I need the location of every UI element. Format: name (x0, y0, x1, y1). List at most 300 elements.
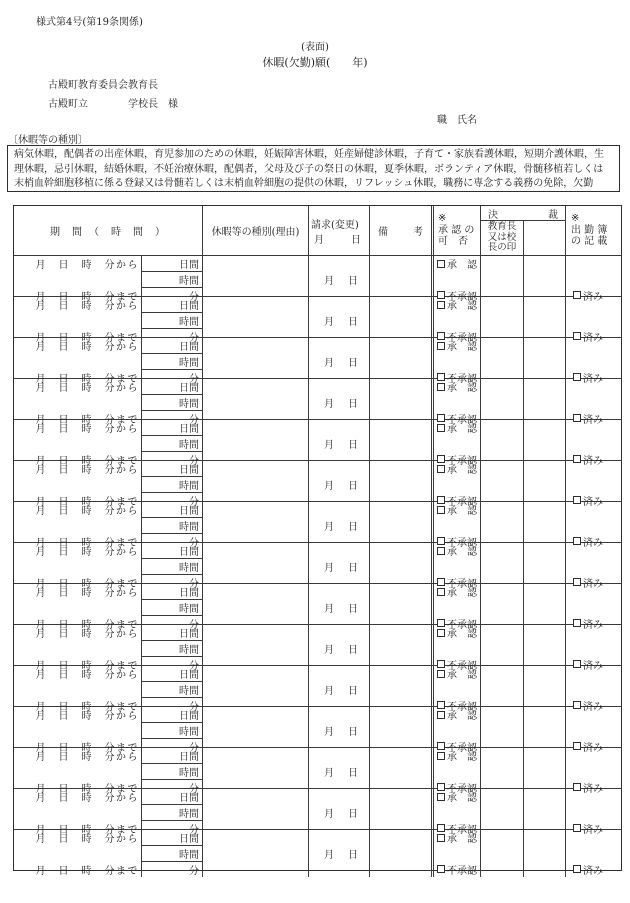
request-day-label: 日 (348, 727, 358, 738)
request-date-cell (308, 338, 369, 385)
minutes-cell: 分 (141, 411, 202, 426)
leave-request-row (14, 829, 621, 877)
period-cell (14, 502, 141, 549)
request-day-label: 日 (348, 604, 358, 615)
approve-label: 承 認 (447, 465, 477, 477)
decision-seal-cell (480, 297, 523, 344)
hours-cell: 時間 (141, 436, 202, 452)
decision-seal-cell (480, 543, 523, 590)
header-remarks-char2: 考 (413, 227, 423, 238)
kind-reason-cell (202, 338, 308, 385)
approval-cell (431, 379, 480, 426)
disapprove-label: 不承認 (447, 865, 477, 877)
approval-cell (431, 297, 480, 344)
attendance-record-cell (565, 461, 620, 508)
approve-checkbox[interactable] (437, 260, 445, 268)
decision-blank-cell (523, 625, 565, 672)
attendance-record-cell (565, 297, 620, 344)
header-request-month: 月 (314, 234, 324, 246)
done-label: 済み (583, 455, 603, 467)
approve-checkbox[interactable] (437, 547, 445, 555)
approve-checkbox[interactable] (437, 793, 445, 801)
decision-blank-cell (523, 420, 565, 467)
done-label: 済み (583, 619, 603, 631)
period-to-label: 月 日 時 分まで (35, 865, 139, 877)
request-month-label: 月 (324, 317, 334, 328)
decision-blank-cell (523, 543, 565, 590)
period-from-label: 月 日 時 分から (35, 424, 139, 436)
period-to-label: 月 日 時 分まで (35, 537, 139, 549)
decision-seal-cell (480, 748, 523, 795)
header-decision-blank (523, 221, 565, 255)
approve-checkbox[interactable] (437, 588, 445, 596)
hours-cell: 時間 (141, 354, 202, 370)
period-from-label: 月 日 時 分から (35, 301, 139, 313)
hours-cell: 時間 (141, 477, 202, 493)
minutes-cell: 分 (141, 821, 202, 836)
period-cell (14, 666, 141, 713)
request-date-cell (308, 543, 369, 590)
leave-request-table (13, 205, 622, 877)
minutes-cell: 分 (141, 862, 202, 877)
approve-label: 承 認 (447, 424, 477, 436)
header-kind-reason: 休暇等の種別(理由) (202, 206, 308, 255)
request-date-cell (308, 256, 369, 303)
header-approval (431, 206, 480, 255)
header-approval-mark: ※ (438, 213, 447, 225)
days-cell: 日間 (141, 666, 202, 682)
disapprove-label: 不承認 (447, 537, 477, 549)
done-label: 済み (583, 783, 603, 795)
approval-cell (431, 543, 480, 590)
days-cell: 日間 (141, 584, 202, 600)
minutes-cell: 分 (141, 329, 202, 344)
kind-reason-cell (202, 789, 308, 836)
decision-seal-cell (480, 420, 523, 467)
signer-label: 職 氏名 (437, 115, 477, 126)
request-month-label: 月 (324, 768, 334, 779)
remarks-cell (369, 338, 431, 385)
days-cell: 日間 (141, 420, 202, 436)
table-body (14, 255, 621, 877)
request-day-label: 日 (348, 276, 358, 287)
approval-cell (431, 625, 480, 672)
days-cell: 日間 (141, 502, 202, 518)
table-header (14, 206, 621, 255)
approve-label: 承 認 (447, 629, 477, 641)
header-approval-line3: 可 否 (438, 236, 468, 248)
period-to-label: 月 日 時 分まで (35, 414, 139, 426)
approve-checkbox[interactable] (437, 752, 445, 760)
remarks-cell (369, 420, 431, 467)
header-attendance-line2: 出 勤 簿 (571, 224, 608, 236)
days-cell: 日間 (141, 707, 202, 723)
disapprove-label: 不承認 (447, 660, 477, 672)
decision-blank-cell (523, 707, 565, 754)
minutes-cell: 分 (141, 288, 202, 303)
request-month-label: 月 (324, 850, 334, 861)
approve-checkbox[interactable] (437, 301, 445, 309)
header-decision (480, 206, 565, 221)
attendance-record-cell (565, 379, 620, 426)
remarks-cell (369, 666, 431, 713)
request-month-label: 月 (324, 645, 334, 656)
hours-cell: 時間 (141, 600, 202, 616)
kind-reason-cell (202, 502, 308, 549)
attendance-record-cell (565, 502, 620, 549)
request-month-label: 月 (324, 809, 334, 820)
hours-cell: 時間 (141, 313, 202, 329)
approval-cell (431, 420, 480, 467)
kind-reason-cell (202, 256, 308, 303)
decision-blank-cell (523, 461, 565, 508)
period-cell (14, 707, 141, 754)
period-cell (14, 789, 141, 836)
approve-checkbox[interactable] (437, 342, 445, 350)
request-day-label: 日 (348, 809, 358, 820)
approve-checkbox[interactable] (437, 465, 445, 473)
request-date-cell (308, 297, 369, 344)
hours-cell: 時間 (141, 682, 202, 698)
approve-label: 承 認 (447, 752, 477, 764)
done-checkbox[interactable] (573, 865, 581, 873)
period-from-label: 月 日 時 分から (35, 547, 139, 559)
done-label: 済み (583, 660, 603, 672)
header-request-line1: 請求(変更) (311, 219, 359, 231)
request-day-label: 日 (348, 358, 358, 369)
decision-seal-cell (480, 666, 523, 713)
attendance-record-cell (565, 666, 620, 713)
leave-request-row (14, 501, 621, 549)
attendance-record-cell (565, 830, 620, 877)
leave-types-line: 理休暇，忌引休暇，結婚休暇，不妊治療休暇，配偶者，父母及び子の祭日の休暇，夏季休暇，ボランティア休暇，骨髄移植若しくは (14, 163, 604, 175)
header-request-date (308, 206, 369, 255)
remarks-cell (369, 830, 431, 877)
decision-blank-cell (523, 584, 565, 631)
decision-blank-cell (523, 379, 565, 426)
addressee-education-chief: 古殿町教育委員会教育長 (48, 80, 158, 91)
approve-label: 承 認 (447, 547, 477, 559)
kind-reason-cell (202, 584, 308, 631)
period-to-label: 月 日 時 分まで (35, 701, 139, 713)
period-from-label: 月 日 時 分から (35, 506, 139, 518)
decision-blank-cell (523, 338, 565, 385)
leave-types-box (7, 145, 620, 192)
header-attendance-line3: の 記 載 (571, 236, 608, 248)
kind-reason-cell (202, 830, 308, 877)
remarks-cell (369, 297, 431, 344)
decision-seal-cell (480, 625, 523, 672)
days-cell: 日間 (141, 830, 202, 846)
approve-label: 承 認 (447, 506, 477, 518)
days-cell: 日間 (141, 256, 202, 272)
kind-reason-cell (202, 379, 308, 426)
disapprove-label: 不承認 (447, 783, 477, 795)
done-label: 済み (583, 373, 603, 385)
leave-types-heading: 〔休暇等の種別〕 (8, 135, 88, 146)
approval-cell (431, 256, 480, 303)
done-label: 済み (583, 291, 603, 303)
request-month-label: 月 (324, 481, 334, 492)
done-label: 済み (583, 824, 603, 836)
header-decision-char2: 裁 (548, 209, 558, 221)
request-month-label: 月 (324, 604, 334, 615)
days-cell: 日間 (141, 748, 202, 764)
period-to-label: 月 日 時 分まで (35, 824, 139, 836)
done-label: 済み (583, 414, 603, 426)
approval-cell (431, 338, 480, 385)
header-decision-char1: 決 (488, 209, 498, 221)
request-date-cell (308, 379, 369, 426)
attendance-record-cell (565, 789, 620, 836)
decision-seal-cell (480, 502, 523, 549)
disapprove-label: 不承認 (447, 824, 477, 836)
period-to-label: 月 日 時 分まで (35, 291, 139, 303)
disapprove-label: 不承認 (447, 578, 477, 590)
hours-cell: 時間 (141, 805, 202, 821)
header-seal (480, 221, 523, 255)
period-cell (14, 338, 141, 385)
header-period: 期 間 （ 時 間 ） (50, 227, 166, 238)
period-to-label: 月 日 時 分まで (35, 455, 139, 467)
hours-cell: 時間 (141, 272, 202, 288)
disapprove-checkbox[interactable] (437, 865, 445, 873)
request-date-cell (308, 420, 369, 467)
remarks-cell (369, 256, 431, 303)
header-attendance-mark: ※ (571, 213, 580, 225)
period-from-label: 月 日 時 分から (35, 793, 139, 805)
approval-cell (431, 584, 480, 631)
period-from-label: 月 日 時 分から (35, 342, 139, 354)
period-to-label: 月 日 時 分まで (35, 373, 139, 385)
kind-reason-cell (202, 625, 308, 672)
decision-seal-cell (480, 830, 523, 877)
period-from-label: 月 日 時 分から (35, 629, 139, 641)
approve-label: 承 認 (447, 301, 477, 313)
form-number: 様式第4号(第19条関係) (36, 17, 143, 28)
approval-cell (431, 666, 480, 713)
leave-types-line: 末梢血幹細胞移植に係る登録又は骨髄若しくは末梢血幹細胞の提供の休暇，リフレッシュ休暇，職務に専念する義務の免除，欠勤 (14, 178, 594, 189)
period-from-label: 月 日 時 分から (35, 670, 139, 682)
days-cell: 日間 (141, 379, 202, 395)
remarks-cell (369, 502, 431, 549)
request-month-label: 月 (324, 358, 334, 369)
disapprove-label: 不承認 (447, 496, 477, 508)
period-from-label: 月 日 時 分から (35, 711, 139, 723)
approval-cell (431, 707, 480, 754)
attendance-record-cell (565, 625, 620, 672)
done-label: 済み (583, 537, 603, 549)
leave-request-row (14, 255, 621, 303)
period-cell (14, 379, 141, 426)
leave-request-row (14, 788, 621, 836)
page-title: 休暇(欠勤)願( 年) (262, 56, 368, 69)
minutes-cell: 分 (141, 616, 202, 631)
attendance-record-cell (565, 707, 620, 754)
leave-request-row (14, 419, 621, 467)
disapprove-label: 不承認 (447, 291, 477, 303)
remarks-cell (369, 748, 431, 795)
approve-checkbox[interactable] (437, 424, 445, 432)
period-cell (14, 543, 141, 590)
approve-label: 承 認 (447, 342, 477, 354)
leave-request-row (14, 460, 621, 508)
request-day-label: 日 (348, 399, 358, 410)
decision-seal-cell (480, 379, 523, 426)
period-from-label: 月 日 時 分から (35, 260, 139, 272)
decision-blank-cell (523, 297, 565, 344)
kind-reason-cell (202, 420, 308, 467)
request-month-label: 月 (324, 399, 334, 410)
approval-cell (431, 461, 480, 508)
approve-checkbox[interactable] (437, 629, 445, 637)
remarks-cell (369, 543, 431, 590)
header-approval-line2: 承 認 の (438, 224, 475, 236)
approve-label: 承 認 (447, 793, 477, 805)
period-cell (14, 420, 141, 467)
period-to-label: 月 日 時 分まで (35, 332, 139, 344)
kind-reason-cell (202, 666, 308, 713)
request-date-cell (308, 666, 369, 713)
period-to-label: 月 日 時 分まで (35, 783, 139, 795)
period-cell (14, 297, 141, 344)
days-cell: 日間 (141, 625, 202, 641)
days-cell: 日間 (141, 297, 202, 313)
decision-blank-cell (523, 748, 565, 795)
approve-checkbox[interactable] (437, 383, 445, 391)
done-label: 済み (583, 865, 603, 877)
request-day-label: 日 (348, 768, 358, 779)
minutes-cell: 分 (141, 370, 202, 385)
days-cell: 日間 (141, 789, 202, 805)
request-day-label: 日 (348, 440, 358, 451)
request-date-cell (308, 707, 369, 754)
decision-blank-cell (523, 830, 565, 877)
period-to-label: 月 日 時 分まで (35, 619, 139, 631)
request-month-label: 月 (324, 276, 334, 287)
remarks-cell (369, 379, 431, 426)
disapprove-label: 不承認 (447, 455, 477, 467)
period-cell (14, 748, 141, 795)
header-remarks (369, 206, 431, 255)
period-from-label: 月 日 時 分から (35, 465, 139, 477)
hours-cell: 時間 (141, 559, 202, 575)
minutes-cell: 分 (141, 575, 202, 590)
days-cell: 日間 (141, 461, 202, 477)
decision-blank-cell (523, 666, 565, 713)
hours-cell: 時間 (141, 764, 202, 780)
request-month-label: 月 (324, 440, 334, 451)
kind-reason-cell (202, 748, 308, 795)
approval-cell (431, 830, 480, 877)
period-from-label: 月 日 時 分から (35, 752, 139, 764)
approve-label: 承 認 (447, 670, 477, 682)
header-seal-line1: 教育長 (487, 220, 517, 232)
done-label: 済み (583, 332, 603, 344)
minutes-cell: 分 (141, 452, 202, 467)
attendance-record-cell (565, 543, 620, 590)
done-label: 済み (583, 742, 603, 754)
kind-reason-cell (202, 707, 308, 754)
disapprove-label: 不承認 (447, 373, 477, 385)
request-date-cell (308, 625, 369, 672)
approve-checkbox[interactable] (437, 834, 445, 842)
period-cell (14, 461, 141, 508)
kind-reason-cell (202, 297, 308, 344)
decision-seal-cell (480, 461, 523, 508)
attendance-record-cell (565, 256, 620, 303)
request-date-cell (308, 502, 369, 549)
header-seal-line3: 長の印 (487, 242, 517, 254)
leave-request-row (14, 542, 621, 590)
request-date-cell (308, 789, 369, 836)
minutes-cell: 分 (141, 739, 202, 754)
decision-blank-cell (523, 502, 565, 549)
period-from-label: 月 日 時 分から (35, 588, 139, 600)
request-day-label: 日 (348, 686, 358, 697)
request-day-label: 日 (348, 563, 358, 574)
approve-label: 承 認 (447, 834, 477, 846)
minutes-cell: 分 (141, 493, 202, 508)
approve-checkbox[interactable] (437, 506, 445, 514)
attendance-record-cell (565, 338, 620, 385)
hours-cell: 時間 (141, 395, 202, 411)
approval-cell (431, 748, 480, 795)
decision-seal-cell (480, 256, 523, 303)
period-from-label: 月 日 時 分から (35, 834, 139, 846)
period-from-label: 月 日 時 分から (35, 383, 139, 395)
minutes-cell: 分 (141, 698, 202, 713)
disapprove-label: 不承認 (447, 742, 477, 754)
remarks-cell (369, 461, 431, 508)
remarks-cell (369, 789, 431, 836)
leave-request-row (14, 706, 621, 754)
approve-label: 承 認 (447, 711, 477, 723)
leave-request-row (14, 296, 621, 344)
addressee-principal: 古殿町立 学校長 様 (48, 99, 178, 110)
period-to-label: 月 日 時 分まで (35, 742, 139, 754)
hours-cell: 時間 (141, 518, 202, 534)
disapprove-label: 不承認 (447, 414, 477, 426)
minutes-cell: 分 (141, 780, 202, 795)
decision-seal-cell (480, 789, 523, 836)
remarks-cell (369, 584, 431, 631)
period-cell (14, 256, 141, 303)
attendance-record-cell (565, 748, 620, 795)
period-cell (14, 625, 141, 672)
approve-checkbox[interactable] (437, 711, 445, 719)
header-seal-line2: 又は校 (487, 231, 517, 243)
decision-blank-cell (523, 789, 565, 836)
request-day-label: 日 (348, 522, 358, 533)
days-cell: 日間 (141, 543, 202, 559)
decision-seal-cell (480, 707, 523, 754)
hours-cell: 時間 (141, 846, 202, 862)
header-remarks-char1: 備 (378, 227, 388, 238)
minutes-cell: 分 (141, 534, 202, 549)
days-cell: 日間 (141, 338, 202, 354)
request-day-label: 日 (348, 850, 358, 861)
remarks-cell (369, 625, 431, 672)
approve-checkbox[interactable] (437, 670, 445, 678)
disapprove-label: 不承認 (447, 619, 477, 631)
request-date-cell (308, 461, 369, 508)
done-label: 済み (583, 496, 603, 508)
decision-blank-cell (523, 256, 565, 303)
done-label: 済み (583, 701, 603, 713)
hours-cell: 時間 (141, 723, 202, 739)
header-request-day: 日 (351, 234, 361, 246)
